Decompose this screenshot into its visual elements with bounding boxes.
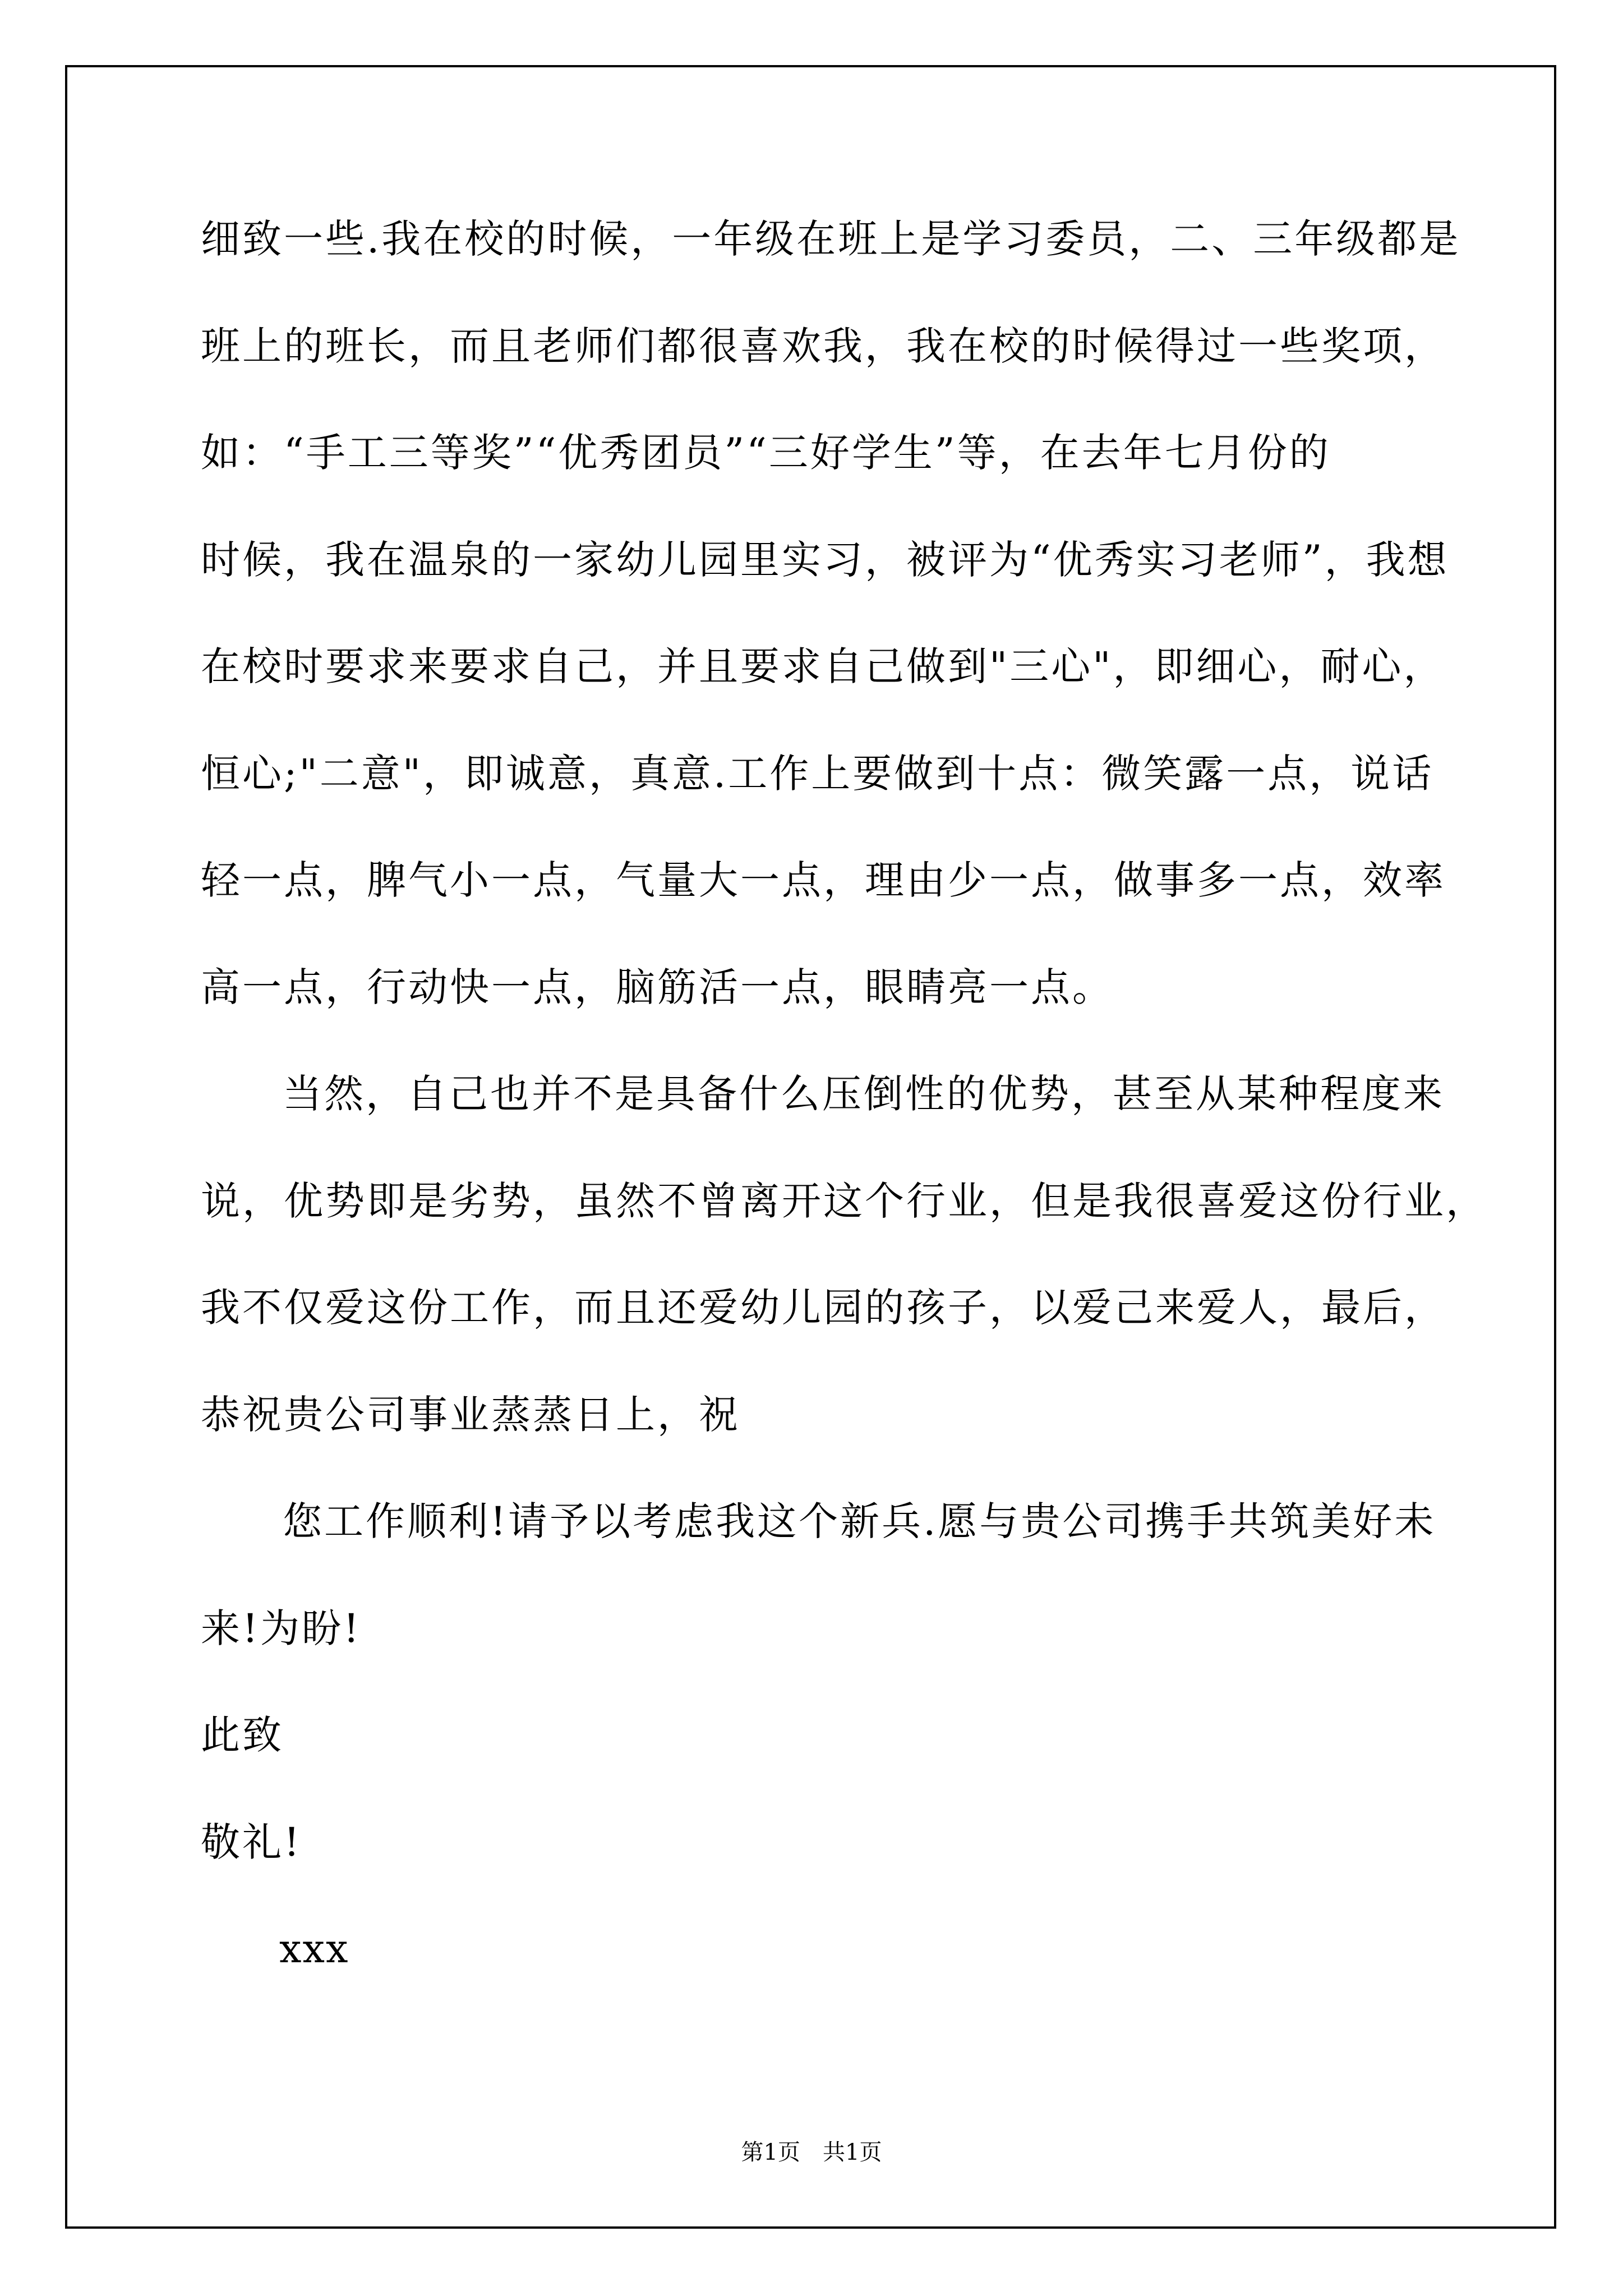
text-line: 来!为盼! [201, 1605, 362, 1651]
text-line: 高一点，行动快一点，脑筋活一点，眼睛亮一点。 [201, 964, 1114, 1010]
text-line: 轻一点，脾气小一点，气量大一点，理由少一点，做事多一点，效率 [201, 857, 1446, 903]
text-line: 时候，我在温泉的一家幼儿园里实习，被评为“优秀实习老师”，我想 [201, 536, 1449, 583]
text-line: 我不仅爱这份工作，而且还爱幼儿园的孩子，以爱己来爱人，最后， [201, 1285, 1446, 1331]
text-line: 恭祝贵公司事业蒸蒸日上，祝 [201, 1391, 740, 1438]
signature: xxx [279, 1926, 349, 1972]
text-line: 细致一些.我在校的时候，一年级在班上是学习委员，二、三年级都是 [201, 216, 1461, 262]
paragraph-start-line: 当然，自己也并不是具备什么压倒性的优势，甚至从某种程度来 [283, 1071, 1445, 1117]
page-number-footer: 第1页 共1页 [741, 2139, 882, 2165]
closing-salutation: 此致 [201, 1712, 284, 1758]
letter-body [201, 213, 1487, 2030]
text-line: 班上的班长，而且老师们都很喜欢我，我在校的时候得过一些奖项， [201, 323, 1446, 369]
paragraph-start-line: 您工作顺利!请予以考虑我这个新兵.愿与贵公司携手共筑美好未 [283, 1498, 1436, 1544]
text-line: 在校时要求来要求自己，并且要求自己做到"三心"，即细心，耐心， [201, 643, 1445, 689]
closing-regards: 敬礼! [201, 1819, 302, 1865]
text-line: 说，优势即是劣势，虽然不曾离开这个行业，但是我很喜爱这份行业， [201, 1177, 1487, 1224]
text-line: 恒心;"二意"，即诚意，真意.工作上要做到十点：微笑露一点，说话 [201, 750, 1434, 797]
text-line: 如：“手工三等奖”“优秀团员”“三好学生”等，在去年七月份的 [201, 430, 1331, 476]
